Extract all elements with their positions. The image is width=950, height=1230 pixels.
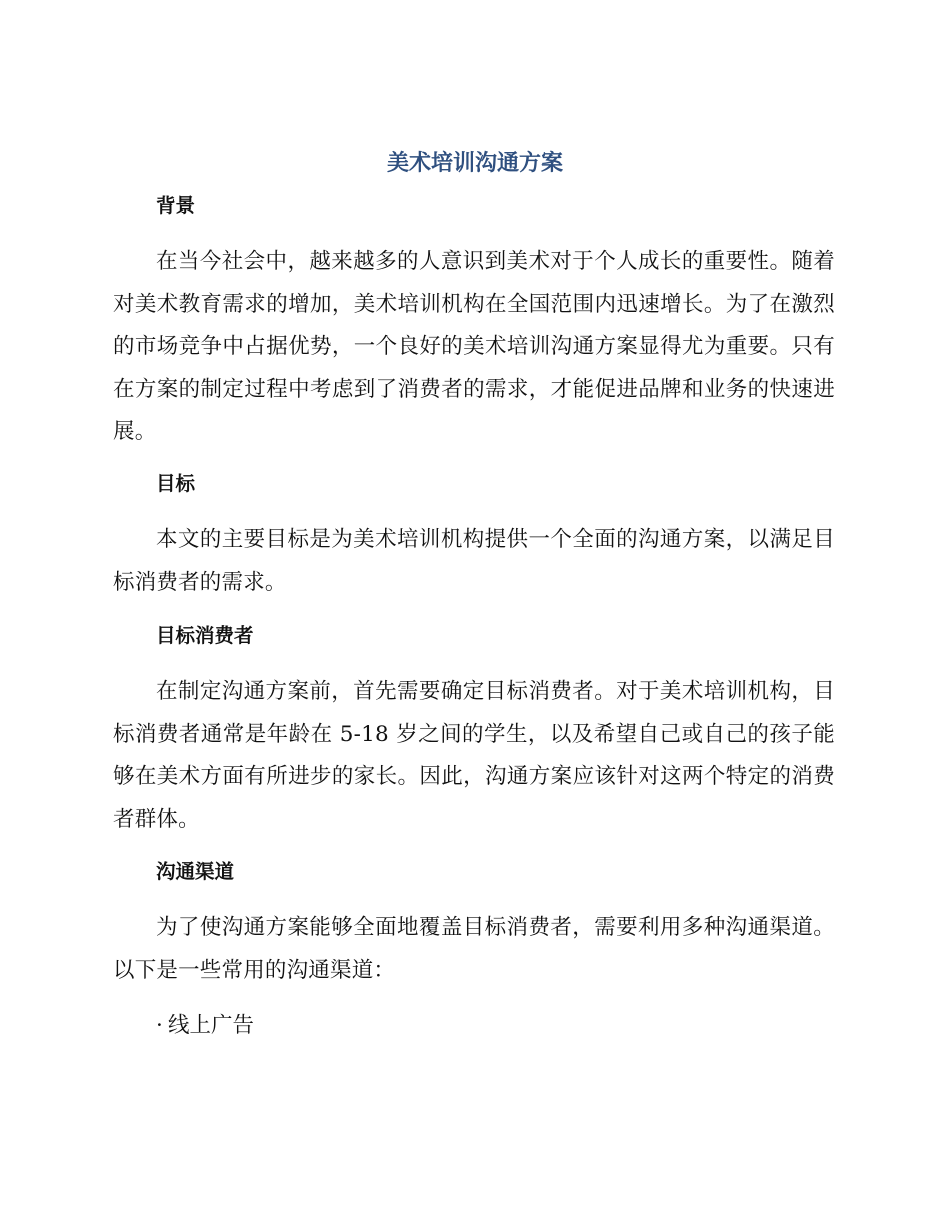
bullet-marker: · <box>156 1013 163 1038</box>
section-paragraph-background: 在当今社会中，越来越多的人意识到美术对于个人成长的重要性。随着对美术教育需求的增加，美术培训机构在全国范围内迅速增长。为了在激烈的市场竞争中占据优势，一个良好的美术培训沟通方案显得尤为重要。只有在方案的制定过程中考虑到了消费者的需求，才能促进品牌和业务的快速进展。 <box>113 249 835 444</box>
bullet-text: 线上广告 <box>168 1013 255 1038</box>
section-paragraph-goal: 本文的主要目标是为美术培训机构提供一个全面的沟通方案，以满足目标消费者的需求。 <box>113 527 835 595</box>
document-title: 美术培训沟通方案 <box>386 151 563 176</box>
section-heading-channels: 沟通渠道 <box>156 860 235 883</box>
bullet-list-item <box>156 1011 254 1041</box>
section-paragraph-channels: 为了使沟通方案能够全面地覆盖目标消费者，需要利用多种沟通渠道。以下是一些常用的沟通渠道： <box>113 915 835 983</box>
section-heading-goal: 目标 <box>156 472 196 495</box>
section-heading-target-consumers: 目标消费者 <box>156 624 254 647</box>
section-paragraph-target-consumers: 在制定沟通方案前，首先需要确定目标消费者。对于美术培训机构，目标消费者通常是年龄在 5-18 岁之间的学生，以及希望自己或自己的孩子能够在美术方面有所进步的家长。因此，沟通方案应该针对这两个特定的消费者群体。 <box>113 679 835 832</box>
section-heading-background: 背景 <box>156 194 196 217</box>
